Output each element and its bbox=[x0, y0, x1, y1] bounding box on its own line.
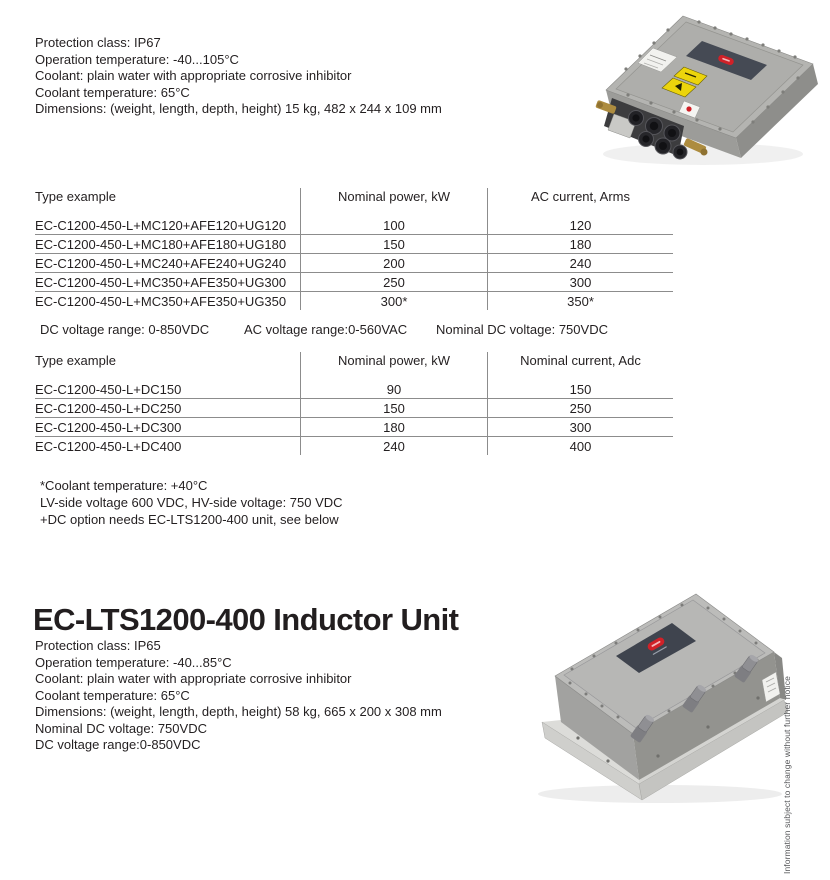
spec-line: Dimensions: (weight, length, depth, height) 58 kg, 665 x 200 x 308 mm bbox=[35, 704, 442, 719]
dc-ratings-table bbox=[35, 352, 673, 455]
type-cell: EC-C1200-450-L+DC300 bbox=[35, 420, 182, 435]
current-cell: 400 bbox=[487, 437, 673, 455]
type-cell: EC-C1200-450-L+MC350+AFE350+UG350 bbox=[35, 294, 287, 309]
current-cell: 300 bbox=[487, 418, 673, 436]
power-cell: 200 bbox=[300, 254, 487, 272]
col-header-power: Nominal power, kW bbox=[300, 188, 487, 216]
power-cell: 150 bbox=[300, 235, 487, 253]
converter-specs bbox=[35, 35, 442, 118]
type-cell: EC-C1200-450-L+DC400 bbox=[35, 439, 182, 454]
table-row bbox=[35, 417, 673, 436]
footnote-line: +DC option needs EC-LTS1200-400 unit, see below bbox=[40, 512, 339, 527]
legal-note: Information subject to change without further notice bbox=[782, 676, 792, 874]
col-header-current: Nominal current, Adc bbox=[487, 352, 673, 380]
nominal-dc-voltage: Nominal DC voltage: 750VDC bbox=[436, 322, 608, 337]
current-cell: 150 bbox=[487, 380, 673, 398]
inductor-specs bbox=[35, 638, 442, 754]
ac-voltage-range: AC voltage range:0-560VAC bbox=[244, 322, 408, 337]
type-cell: EC-C1200-450-L+MC120+AFE120+UG120 bbox=[35, 218, 287, 233]
current-cell: 120 bbox=[487, 216, 673, 234]
current-cell: 240 bbox=[487, 254, 673, 272]
type-cell: EC-C1200-450-L+MC180+AFE180+UG180 bbox=[35, 237, 287, 252]
col-header-power: Nominal power, kW bbox=[300, 352, 487, 380]
spec-line: Protection class: IP65 bbox=[35, 638, 161, 653]
inductor-unit-photo bbox=[518, 588, 798, 808]
spec-line: Coolant temperature: 65°C bbox=[35, 84, 190, 100]
type-cell: EC-C1200-450-L+DC250 bbox=[35, 401, 182, 416]
spec-line: Operation temperature: -40...85°C bbox=[35, 654, 232, 670]
power-cell: 150 bbox=[300, 399, 487, 417]
type-cell: EC-C1200-450-L+DC150 bbox=[35, 382, 182, 397]
footnotes bbox=[40, 477, 343, 528]
table-row bbox=[35, 291, 673, 310]
spec-line: Coolant temperature: 65°C bbox=[35, 687, 190, 703]
table-header-row bbox=[35, 188, 673, 216]
spec-line: Protection class: IP67 bbox=[35, 35, 161, 50]
converter-unit-photo bbox=[588, 2, 828, 172]
type-cell: EC-C1200-450-L+MC350+AFE350+UG300 bbox=[35, 275, 287, 290]
table-row bbox=[35, 272, 673, 291]
col-header-type: Type example bbox=[35, 353, 116, 368]
current-cell: 180 bbox=[487, 235, 673, 253]
current-cell: 350* bbox=[487, 292, 673, 310]
table-row bbox=[35, 398, 673, 417]
voltage-ranges bbox=[0, 322, 830, 338]
table-header-row bbox=[35, 352, 673, 380]
power-cell: 100 bbox=[300, 216, 487, 234]
ac-ratings-table bbox=[35, 188, 673, 310]
table-row bbox=[35, 234, 673, 253]
page-title: EC-LTS1200-400 Inductor Unit bbox=[33, 601, 459, 637]
type-cell: EC-C1200-450-L+MC240+AFE240+UG240 bbox=[35, 256, 287, 271]
current-cell: 300 bbox=[487, 273, 673, 291]
dc-voltage-range: DC voltage range: 0-850VDC bbox=[40, 322, 210, 337]
spec-line: Coolant: plain water with appropriate corrosive inhibitor bbox=[35, 68, 352, 83]
spec-line: Dimensions: (weight, length, depth, height) 15 kg, 482 x 244 x 109 mm bbox=[35, 101, 442, 116]
current-cell: 250 bbox=[487, 399, 673, 417]
table-row bbox=[35, 380, 673, 398]
spec-line: Operation temperature: -40...105°C bbox=[35, 51, 239, 67]
power-cell: 180 bbox=[300, 418, 487, 436]
table-row bbox=[35, 253, 673, 272]
footnote-line: LV-side voltage 600 VDC, HV-side voltage: 750 VDC bbox=[40, 495, 343, 510]
power-cell: 300* bbox=[300, 292, 487, 310]
spec-line: DC voltage range:0-850VDC bbox=[35, 737, 201, 752]
col-header-current: AC current, Arms bbox=[487, 188, 673, 216]
col-header-type: Type example bbox=[35, 189, 116, 204]
spec-line: Nominal DC voltage: 750VDC bbox=[35, 720, 207, 736]
table-row bbox=[35, 216, 673, 234]
footnote-line: *Coolant temperature: +40°C bbox=[40, 478, 208, 493]
power-cell: 90 bbox=[300, 380, 487, 398]
power-cell: 240 bbox=[300, 437, 487, 455]
power-cell: 250 bbox=[300, 273, 487, 291]
spec-line: Coolant: plain water with appropriate corrosive inhibitor bbox=[35, 671, 352, 686]
table-row bbox=[35, 436, 673, 455]
